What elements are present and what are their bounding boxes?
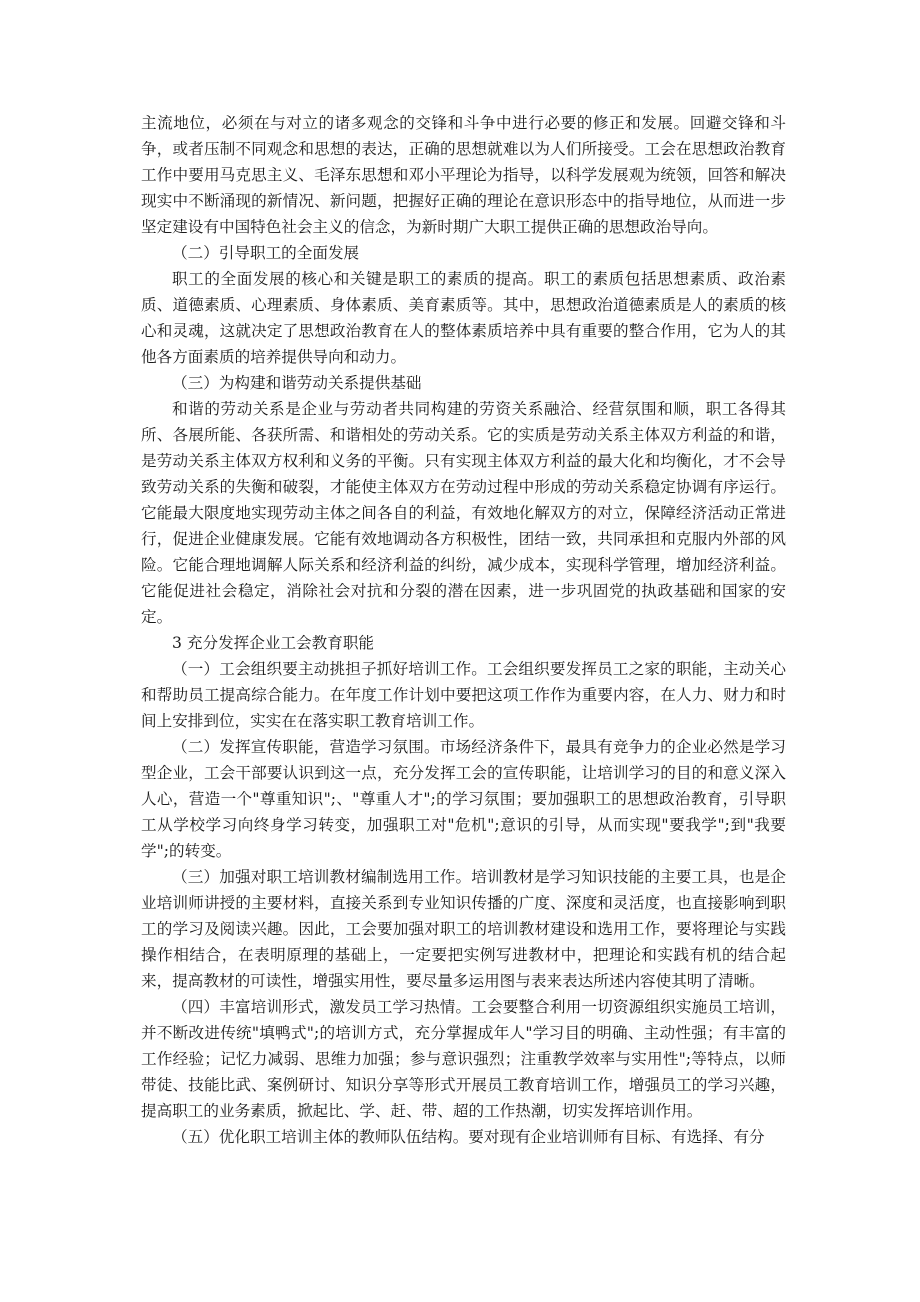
paragraph: 和谐的劳动关系是企业与劳动者共同构建的劳资关系融洽、经营氛围和顺，职工各得其所、各展所能、各获所需、和谐相处的劳动关系。它的实质是劳动关系主体双方利益的和谐，是劳动关系主体双方权利和义务的平衡。只有实现主体双方利益的最大化和均衡化，才不会导致劳动关系的失衡和破裂，才能使主体双方在劳动过程中形成的劳动关系稳定协调有序运行。它能最大限度地实现劳动主体之间各自的利益，有效地化解双方的对立，保障经济活动正常进行，促进企业健康发展。它能有效地调动各方积极性，团结一致，共同承担和克服内外部的风险。它能合理地调解人际关系和经济利益的纠纷，减少成本，实现科学管理，增加经济利益。它能促进社会稳定，消除社会对抗和分裂的潜在因素，进一步巩固党的执政基础和国家的安定。 (141, 400, 786, 626)
paragraph: （二）发挥宣传职能，营造学习氛围。市场经济条件下，最具有竞争力的企业必然是学习型企业，工会干部要认识到这一点，充分发挥工会的宣传职能，让培训学习的目的和意义深入人心，营造一个"尊重知识";、"尊重人才";的学习氛围；要加强职工的思想政治教育，引导职工从学校学习向终身学习转变，加强职工对"危机";意识的引导，从而实现"要我学";到"我要学";的转变。 (141, 738, 786, 860)
paragraph-continuation: 主流地位，必须在与对立的诸多观念的交锋和斗争中进行必要的修正和发展。回避交锋和斗争，或者压制不同观念和思想的表达，正确的思想就难以为人们所接受。工会在思想政治教育工作中要用马克思主义、毛泽东思想和邓小平理论为指导，以科学发展观为统领，回答和解决现实中不断涌现的新情况、新问题，把握好正确的理论在意识形态中的指导地位，从而进一步坚定建设有中国特色社会主义的信念，为新时期广大职工提供正确的思想政治导向。 (141, 114, 786, 236)
document-body (141, 110, 786, 1150)
section-heading-2: （二）引导职工的全面发展 (172, 244, 360, 262)
paragraph: （四）丰富培训形式，激发员工学习热情。工会要整合利用一切资源组织实施员工培训，并不断改进传统"填鸭式";的培训方式，充分掌握成年人"学习目的明确、主动性强；有丰富的工作经验；记忆力减弱、思维力加强；参与意识强烈；注重教学效率与实用性";等特点，以师带徒、技能比武、案例研讨、知识分享等形式开展员工教育培训工作，增强员工的学习兴趣，提高职工的业务素质，掀起比、学、赶、带、超的工作热潮，切实发挥培训作用。 (141, 998, 786, 1120)
paragraph: （一）工会组织要主动挑担子抓好培训工作。工会组织要发挥员工之家的职能，主动关心和帮助员工提高综合能力。在年度工作计划中要把这项工作作为重要内容，在人力、财力和时间上安排到位，实实在在落实职工教育培训工作。 (141, 660, 786, 730)
paragraph: 职工的全面发展的核心和关键是职工的素质的提高。职工的素质包括思想素质、政治素质、道德素质、心理素质、身体素质、美育素质等。其中，思想政治道德素质是人的素质的核心和灵魂，这就决定了思想政治教育在人的整体素质培养中具有重要的整合作用，它为人的其他各方面素质的培养提供导向和动力。 (141, 270, 786, 366)
chapter-heading-3: 3 充分发挥企业工会教育职能 (172, 634, 375, 652)
paragraph: （五）优化职工培训主体的教师队伍结构。要对现有企业培训师有目标、有选择、有分 (172, 1128, 765, 1146)
section-heading-3: （三）为构建和谐劳动关系提供基础 (172, 374, 422, 392)
paragraph: （三）加强对职工培训教材编制选用工作。培训教材是学习知识技能的主要工具，也是企业培训师讲授的主要材料，直接关系到专业知识传播的广度、深度和灵活度，也直接影响到职工的学习及阅读兴趣。因此，工会要加强对职工的培训教材建设和选用工作，要将理论与实践操作相结合，在表明原理的基础上，一定要把实例写进教材中，把理论和实践有机的结合起来，提高教材的可读性，增强实用性，要尽量多运用图与表来表达所述内容使其明了清晰。 (141, 868, 786, 990)
